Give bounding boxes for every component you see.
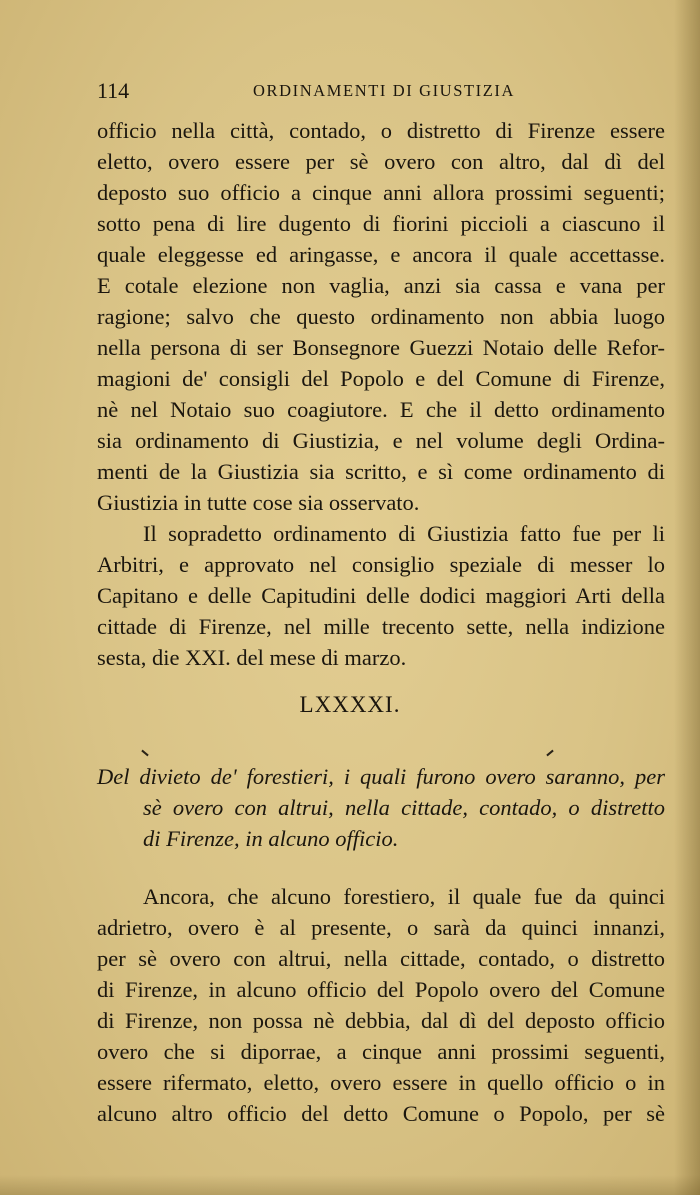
body-line: alcuno altro officio del detto Comune o Popolo, per sè: [97, 1101, 665, 1126]
print-mark: [141, 750, 148, 757]
rubric-line: sè overo con altrui, nella cittade, contado, o distretto: [143, 795, 665, 820]
body-line: nella persona di ser Bonsegnore Guezzi Notaio delle Refor-: [97, 335, 665, 360]
page-bottom-shadow: [0, 1175, 700, 1195]
rubric-line: Del divieto de' forestieri, i quali furono overo saranno, per: [97, 764, 665, 789]
body-line: Arbitri, e approvato nel consiglio speziale di messer lo: [97, 552, 665, 577]
body-line: Ancora, che alcuno forestiero, il quale fue da quinci: [143, 884, 665, 909]
body-line: officio nella città, contado, o distretto di Firenze essere: [97, 118, 665, 143]
body-line: Giustizia in tutte cose sia osservato.: [97, 490, 420, 515]
body-line: sesta, die XXI. del mese di marzo.: [97, 645, 407, 670]
body-line: menti de la Giustizia sia scritto, e sì come ordinamento di: [97, 459, 665, 484]
rubric-line: di Firenze, in alcuno officio.: [143, 826, 399, 851]
body-line: quale eleggesse ed aringasse, e ancora il quale accettasse.: [97, 242, 665, 267]
body-line: overo che si diporrae, a cinque anni prossimi seguenti,: [97, 1039, 665, 1064]
body-line: eletto, overo essere per sè overo con altro, dal dì del: [97, 149, 665, 174]
body-line: Capitano e delle Capitudini delle dodici maggiori Arti della: [97, 583, 665, 608]
body-line: cittade di Firenze, nel mille trecento sette, nella indizione: [97, 614, 665, 639]
body-line: deposto suo officio a cinque anni allora prossimi seguenti;: [97, 180, 665, 205]
body-line: sotto pena di lire dugento di fiorini piccioli a ciascuno il: [97, 211, 665, 236]
body-line: di Firenze, in alcuno officio del Popolo overo del Comune: [97, 977, 665, 1002]
body-line: per sè overo con altrui, nella cittade, contado, o distretto: [97, 946, 665, 971]
print-mark: [546, 750, 553, 757]
body-line: nè nel Notaio suo coagiutore. E che il detto ordinamento: [97, 397, 665, 422]
body-line: di Firenze, non possa nè debbia, dal dì del deposto officio: [97, 1008, 665, 1033]
body-line: magioni de' consigli del Popolo e del Comune di Firenze,: [97, 366, 665, 391]
body-line: ragione; salvo che questo ordinamento non abbia luogo: [97, 304, 665, 329]
page-header: [97, 78, 665, 108]
body-line: Il sopradetto ordinamento di Giustizia fatto fue per li: [143, 521, 665, 546]
body-line: sia ordinamento di Giustizia, e nel volume degli Ordina-: [97, 428, 665, 453]
section-number: LXXXXI.: [299, 692, 401, 717]
running-head: ORDINAMENTI DI GIUSTIZIA: [253, 81, 516, 100]
body-line: adrietro, overo è al presente, o sarà da quinci innanzi,: [97, 915, 665, 940]
body-line: E cotale elezione non vaglia, anzi sia cassa e vana per: [97, 273, 665, 298]
body-line: essere rifermato, eletto, overo essere in quello officio o in: [97, 1070, 665, 1095]
page-edge-shadow: [674, 0, 700, 1195]
page-number: 114: [97, 78, 130, 103]
